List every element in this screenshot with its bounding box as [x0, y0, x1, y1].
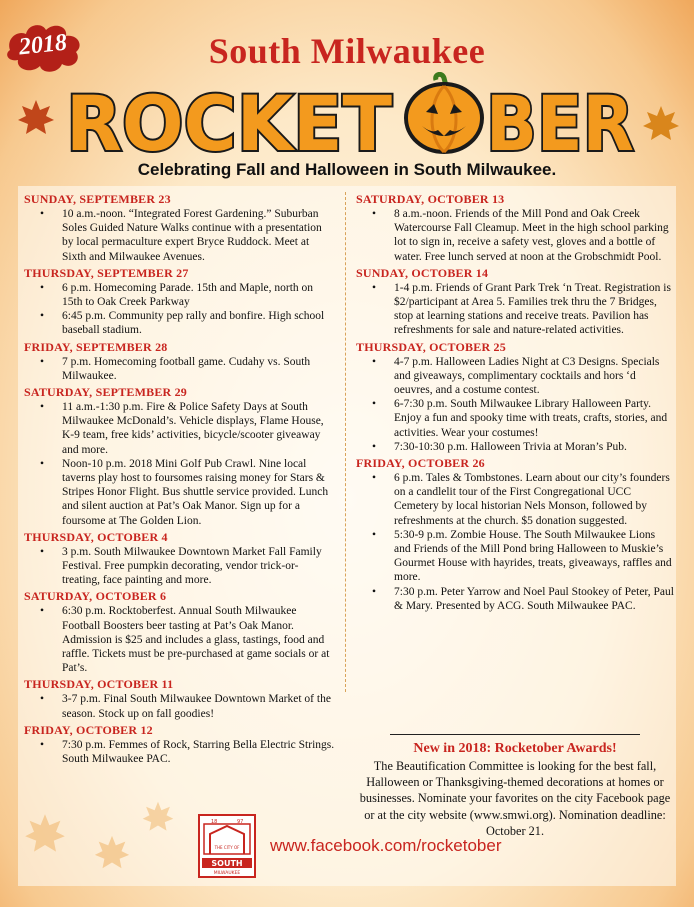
event-day-heading: THURSDAY, OCTOBER 11 [24, 677, 174, 692]
maple-leaf-icon [16, 98, 56, 138]
year-label: 2018 [17, 29, 69, 61]
brand-left: ROCKET [66, 79, 393, 156]
event-list [24, 604, 336, 675]
left-event-column [24, 190, 336, 768]
event-item: • 3-7 p.m. Final South Milwaukee Downtown Market of the season. Stock up on fall goodies! [62, 692, 336, 720]
city-logo [198, 814, 256, 878]
event-list [356, 471, 674, 613]
event-list [24, 355, 336, 383]
maple-leaf-icon [92, 834, 132, 872]
event-day-heading: SATURDAY, OCTOBER 13 [356, 192, 505, 206]
event-item: • Noon-10 p.m. 2018 Mini Golf Pub Crawl. Nine local taverns play host to foursomes raising money for Stars & Stripes Honor Flight. Bus shuttle service provided. Lunch and silent auction at Pat’s Oak Manor. Sign up for a foursome at The Golden Lion. [62, 457, 336, 528]
event-item: • 6-7:30 p.m. South Milwaukee Library Halloween Party. Enjoy a fun and spooky time with treats, crafts, stories, and activities. Wear your costumes! [394, 397, 674, 440]
tagline: Celebrating Fall and Halloween in South Milwaukee. [137, 160, 557, 179]
event-day-heading: SATURDAY, OCTOBER 6 [24, 589, 167, 604]
event-day-heading: SATURDAY, SEPTEMBER 29 [24, 385, 187, 400]
event-item: • 7:30-10:30 p.m. Halloween Trivia at Moran’s Pub. [394, 440, 674, 454]
maple-leaf-icon [22, 812, 68, 856]
event-item: • 10 a.m.-noon. “Integrated Forest Gardening.” Suburban Soles Guided Nature Walks continue with a presentation by local permaculture expert Bryce Ruddock. Meet at Sixth and Milwaukee Avenues. [62, 207, 336, 264]
event-item: • 3 p.m. South Milwaukee Downtown Market Fall Family Festival. Free pumpkin decorating, vendor trick-or-treating, face painting and more. [62, 545, 336, 588]
event-item: • 6:30 p.m. Rocktoberfest. Annual South Milwaukee Football Boosters beer tasting at Pat’s Oak Manor. Admission is $25 and includes a glass, tastings, food and raffle. Tickets must be pre-purchased at game socials or at Pat’s. [62, 604, 336, 675]
event-item: • 1-4 p.m. Friends of Grant Park Trek ‘n Treat. Registration is $2/participant at Area 5. Families trek thru the 7 Bridges, stop at learning stations and receive treats. Pavilion has refreshments for sale and nature-related activities. [394, 281, 674, 338]
event-item: • 7 p.m. Homecoming football game. Cudahy vs. South Milwaukee. [62, 355, 336, 383]
event-day-heading: FRIDAY, OCTOBER 26 [356, 456, 485, 471]
event-list [356, 281, 674, 338]
event-list [24, 207, 336, 264]
event-list [24, 400, 336, 528]
event-day-heading: THURSDAY, OCTOBER 25 [356, 339, 506, 354]
event-list [24, 692, 336, 720]
maple-leaf-icon [140, 800, 176, 834]
event-item: • 7:30 p.m. Femmes of Rock, Starring Bella Electric Strings. South Milwaukee PAC. [62, 738, 336, 766]
pumpkin-icon [406, 74, 482, 152]
event-item: • 6:45 p.m. Community pep rally and bonfire. High school baseball stadium. [62, 309, 336, 337]
event-list [24, 545, 336, 588]
event-day-heading: THURSDAY, SEPTEMBER 27 [24, 265, 189, 280]
svg-text:SOUTH: SOUTH [211, 859, 243, 868]
right-event-column [356, 190, 674, 615]
svg-text:MILWAUKEE: MILWAUKEE [213, 871, 241, 876]
event-day-heading: THURSDAY, OCTOBER 4 [24, 529, 168, 544]
awards-divider [390, 734, 640, 735]
event-item: • 4-7 p.m. Halloween Ladies Night at C3 Designs. Specials and giveaways, complimentary cocktails and hors ‘d oeuvres, and a costume contest. [394, 355, 674, 398]
city-title: South Milwaukee [208, 31, 486, 71]
svg-text:97: 97 [237, 819, 244, 825]
event-list [356, 355, 674, 454]
rocketober-wordmark [60, 72, 640, 156]
maple-leaf-icon [640, 104, 682, 144]
column-divider [345, 192, 346, 692]
event-item: • 8 a.m.-noon. Friends of the Mill Pond and Oak Creek Watercourse Fall Cleamup. Meet in the high school parking lot to sign in, receive a safety vest, gloves and a bottle of water. Free lunch served at noon at the Grobschmidt Pool. [394, 207, 674, 264]
event-item: • 5:30-9 p.m. Zombie House. The South Milwaukee Lions and Friends of the Mill Pond bring Halloween to Muskie’s Gourmet House with hayrides, treats, giveaways, raffles and more. [394, 528, 674, 585]
svg-text:18: 18 [211, 819, 218, 825]
brand-right: BER [486, 79, 634, 156]
event-item: • 6 p.m. Tales & Tombstones. Learn about our city’s founders on a candlelit tour of the First Congregational UCC Cemetery by local historian Nels Monson, followed by refreshments at the church. $5 donation suggested. [394, 471, 674, 528]
event-day-heading: FRIDAY, SEPTEMBER 28 [24, 339, 168, 354]
event-list [24, 738, 336, 766]
event-day-heading: SUNDAY, OCTOBER 14 [356, 265, 489, 280]
event-item: • 6 p.m. Homecoming Parade. 15th and Maple, north on 15th to Oak Creek Parkway [62, 281, 336, 309]
event-item: • 11 a.m.-1:30 p.m. Fire & Police Safety Days at South Milwaukee McDonald’s. Vehicle displays, Flame House, K-9 team, free kids’ activities, bicycle/scooter giveaway and more. [62, 400, 336, 457]
awards-title: New in 2018: Rocketober Awards! [413, 741, 617, 756]
event-list [356, 207, 674, 264]
facebook-link[interactable]: www.facebook.com/rocketober [270, 836, 502, 855]
event-list [24, 281, 336, 338]
awards-body: The Beautification Committee is looking for the best fall, Halloween or Thanksgiving-themed decorations at homes or businesses. Nominate your favorites on the city Facebook page or at the city website (www.smwi.org). Nomination deadline: October 21. [359, 759, 671, 838]
event-day-heading: SUNDAY, SEPTEMBER 23 [24, 192, 171, 206]
event-day-heading: FRIDAY, OCTOBER 12 [24, 722, 153, 737]
svg-text:THE CITY OF: THE CITY OF [214, 845, 240, 850]
event-item: • 7:30 p.m. Peter Yarrow and Noel Paul Stookey of Peter, Paul & Mary. Presented by ACG. South Milwaukee PAC. [394, 585, 674, 613]
